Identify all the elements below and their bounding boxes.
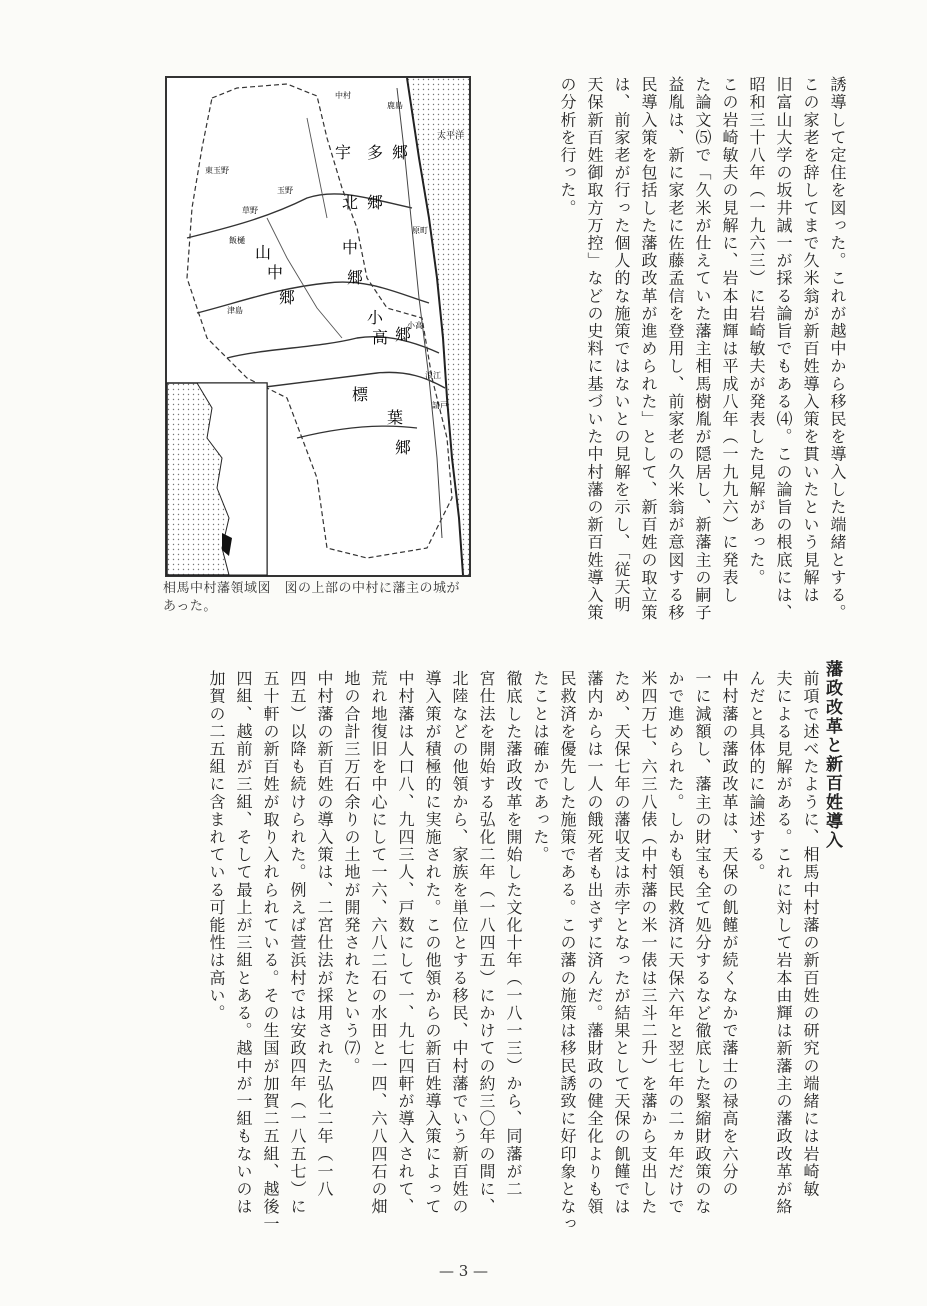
map-region-label: 葉 <box>387 408 404 427</box>
text-column: 昭和三十八年（一九六三）に岩崎敏夫が発表した見解があった。 <box>747 76 766 587</box>
domain-map-drawing <box>167 78 469 575</box>
text-column: ため、天保七年の藩収支は赤字となったが結果として天保の飢饉では <box>612 670 631 1216</box>
text-column: 中村藩は人口八、九四三人、戸数にして一、九七四軒が導入されて、 <box>396 670 415 1216</box>
text-column: 一に減額し、藩主の財宝も全て処分するなど徹底した緊縮財政策のな <box>693 670 712 1216</box>
text-column: 前項で述べたように、相馬中村藩の新百姓の研究の端緒には岩崎敏 <box>801 670 820 1198</box>
text-column: 米四万七、六三八俵（中村藩の米一俵は三斗二升）を藩から支出した <box>639 670 658 1216</box>
text-column: 旧富山大学の坂井誠一が採る論旨でもある⑷。この論旨の根底には、 <box>774 76 793 622</box>
text-column: 北陸などの他領から、家族を単位とする移民、中村藩でいう新百姓の <box>450 670 469 1216</box>
river <box>257 372 445 388</box>
map-region-label: 中 <box>267 263 284 282</box>
text-column: 中村藩の新百姓の導入策は、二宮仕法が採用された弘化二年（一八 <box>315 670 334 1198</box>
map-region-label: 北 <box>342 193 359 212</box>
map-region-label: 多 <box>367 143 384 162</box>
map-region-label: 宇 <box>335 143 352 162</box>
map-region-label: 郷 <box>347 268 364 287</box>
text-column: 民救済を優先した施策である。この藩の施策は移民誘致に好印象となっ <box>558 670 577 1234</box>
text-column: 五十軒の新百姓が取り入れられている。その生国が加賀二五組、越後一 <box>261 670 280 1234</box>
text-column: 徹底した藩政改革を開始した文化十年（一八一三）から、同藩が二 <box>504 670 523 1198</box>
text-column: 藩内からは一人の餓死者も出さずに済んだ。藩財政の健全化よりも領 <box>585 670 604 1216</box>
text-column: 地の合計三万石余りの土地が開発されたという⑺。 <box>342 670 361 1075</box>
inset-map <box>167 383 267 575</box>
text-column: この岩崎敏夫の見解に、岩本由輝は平成八年（一九九六）に発表し <box>720 76 739 604</box>
section-heading: 藩政改革と新百姓導入 <box>822 660 842 850</box>
text-column: 中村藩の藩政改革は、天保の飢饉が続くなかで藩士の禄高を六分の <box>720 670 739 1198</box>
map-place-label: 玉野 <box>277 186 293 195</box>
text-column: の分析を行った。 <box>558 76 577 217</box>
text-column: た論文⑸で「久米が仕えていた藩主相馬樹胤が隠居し、新藩主の嗣子 <box>693 76 712 622</box>
map-region-label: 山 <box>255 243 272 262</box>
text-column: 四組、越前が三組、そして最上が三組とある。越中が一組もないのは <box>234 670 253 1216</box>
map-place-label: 請戸 <box>432 401 448 410</box>
text-column: 民導入策を包括した藩政改革が進められた」として、新百姓の取立策 <box>639 76 658 622</box>
text-column: 益胤は、新に家老に佐藤孟信を登用し、前家老の久米翁が意図する移 <box>666 76 685 622</box>
map-place-label: 原町 <box>412 226 428 235</box>
map-place-label: 草野 <box>242 206 258 215</box>
map-place-label: 東玉野 <box>205 166 229 175</box>
map-place-label: 津島 <box>227 306 243 315</box>
map-place-label: 鹿島 <box>387 101 403 110</box>
text-column: 宮仕法を開始する弘化二年（一八四五）にかけての約三〇年の間に、 <box>477 670 496 1216</box>
map-region-label: 中 <box>342 238 359 257</box>
map-region-label: 郷 <box>395 325 412 344</box>
text-column: 導入策が積極的に実施された。この他領からの新百姓導入策によって <box>423 670 442 1216</box>
domain-map <box>165 76 471 577</box>
map-place-label: 中村 <box>335 91 351 100</box>
text-column: 誘導して定住を図った。これが越中から移民を導入した端緒とする。 <box>828 76 847 622</box>
text-column: 天保新百姓御取方万控」などの史料に基づいた中村藩の新百姓導入策 <box>585 76 604 622</box>
text-column: たことは確かであった。 <box>531 670 550 864</box>
map-place-label: 浪江 <box>425 371 441 380</box>
map-region-label: 小 <box>367 308 384 327</box>
text-column: 夫による見解がある。これに対して岩本由輝は新藩主の藩政改革が絡 <box>774 670 793 1216</box>
text-column: かで進められた。しかも領民救済に天保六年と翌七年の二ヵ年だけで <box>666 670 685 1216</box>
road <box>307 118 327 218</box>
map-region-label: 郷 <box>395 438 412 457</box>
text-column: 荒れ地復旧を中心にして一六、六八二石の水田と一四、六八四石の畑 <box>369 670 388 1216</box>
page-number: — 3 — <box>438 1262 489 1280</box>
text-column: 四五）以降も続けられた。例えば萱浜村では安政四年（一八五七）に <box>288 670 307 1216</box>
map-region-label: 郷 <box>392 143 409 162</box>
map-region-label: 郷 <box>367 193 384 212</box>
map-place-label: 飯樋 <box>229 236 245 245</box>
river <box>297 426 417 438</box>
text-column: 加賀の二五組に含まれている可能性は高い。 <box>207 670 226 1022</box>
map-region-label: 標 <box>352 385 369 404</box>
map-place-label: 太平洋 <box>437 131 465 141</box>
map-place-label: 小高 <box>407 321 423 330</box>
figure-caption: 相馬中村藩領域図 図の上部の中村に藩主の城があった。 <box>163 581 461 614</box>
map-region-label: 郷 <box>279 288 296 307</box>
text-column: んだと具体的に論述する。 <box>747 670 766 882</box>
text-column: この家老を辞してまで久米翁が新百姓導入策を貫いたという見解は <box>801 76 820 604</box>
text-column: は、前家老が行った個人的な施策ではないとの見解を示し、「従天明 <box>612 76 631 614</box>
map-region-label: 高 <box>372 328 389 347</box>
